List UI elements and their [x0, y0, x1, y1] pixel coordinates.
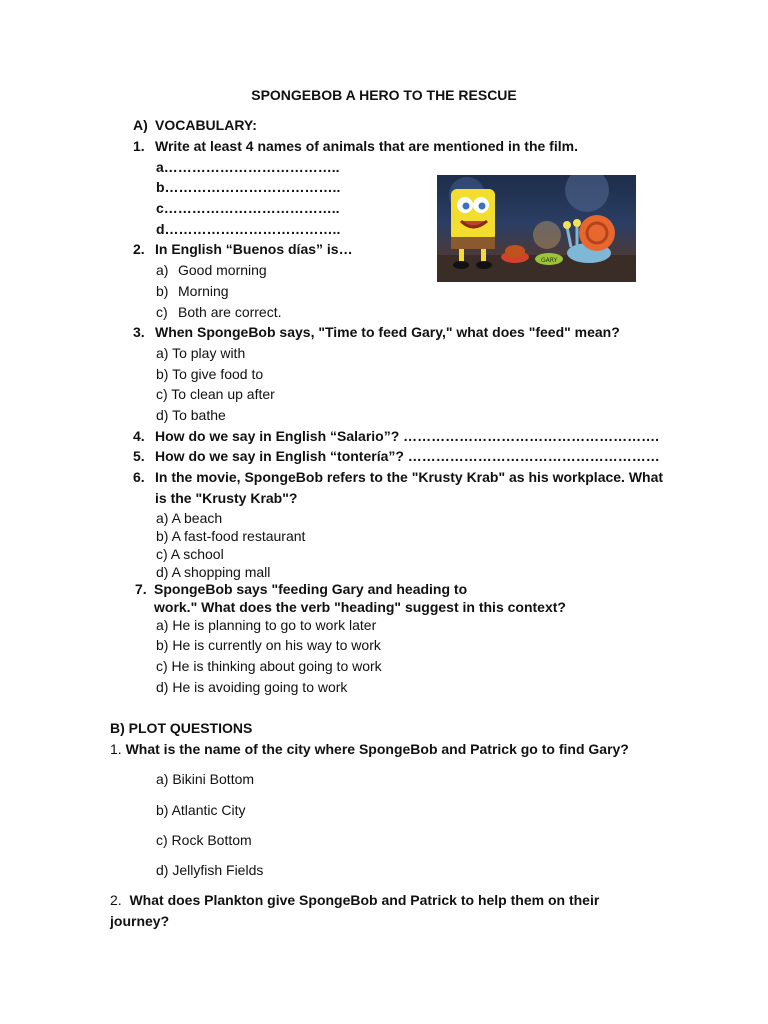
option-c: c) To clean up after: [156, 386, 275, 402]
answer-blank-b: b………………………………..: [156, 179, 341, 195]
option-c: c) A school: [156, 546, 224, 562]
option-text: Good morning: [178, 262, 267, 278]
question-text: What does Plankton give SpongeBob and Patrick to help them on their: [129, 892, 600, 908]
question-text: How do we say in English “Salario”? ……………………………………………….: [155, 428, 660, 444]
gary-shell: [579, 215, 615, 251]
question-number: 2.: [133, 241, 145, 257]
spongebob-shoe: [476, 261, 492, 269]
question-text: When SpongeBob says, "Time to feed Gary," what does "feed" mean?: [155, 324, 620, 340]
question-3: [133, 323, 620, 341]
spongebob-pupil: [479, 203, 486, 210]
option-c: c) Rock Bottom: [156, 832, 252, 848]
answer-blank-a: a………………………………..: [156, 159, 340, 175]
option-b: b) Atlantic City: [156, 802, 246, 818]
question-number: 5.: [133, 448, 145, 464]
section-a-title: VOCABULARY:: [155, 117, 257, 133]
question-number: 7.: [135, 581, 147, 597]
question-text: In English “Buenos días” is…: [155, 241, 353, 257]
option-a: [156, 261, 267, 279]
spongebob-pupil: [463, 203, 470, 210]
question-7: [135, 580, 467, 598]
page-title: SPONGEBOB A HERO TO THE RESCUE: [251, 87, 517, 103]
movie-still-illustration: [437, 175, 636, 282]
option-b: [156, 282, 229, 300]
spongebob-leg: [481, 249, 486, 263]
option-text: Both are correct.: [178, 304, 282, 320]
option-b: b) He is currently on his way to work: [156, 637, 381, 653]
answer-blank-d: d………………………………..: [156, 221, 341, 237]
spongebob-body: [451, 189, 495, 241]
question-number: 1.: [110, 741, 122, 757]
option-letter: c): [156, 304, 168, 320]
option-d: d) Jellyfish Fields: [156, 862, 264, 878]
option-b: b) A fast-food restaurant: [156, 528, 306, 544]
option-c: c) He is thinking about going to work: [156, 658, 382, 674]
section-b-heading: B) PLOT QUESTIONS: [110, 720, 253, 736]
question-text: In the movie, SpongeBob refers to the "Krusty Krab" as his workplace. What: [155, 469, 664, 485]
gary-eye: [563, 221, 571, 229]
option-a: a) A beach: [156, 510, 223, 526]
option-text: Morning: [178, 283, 229, 299]
question-text: SpongeBob says "feeding Gary and heading to: [154, 581, 468, 597]
option-d: d) He is avoiding going to work: [156, 679, 348, 695]
option-letter: a): [156, 262, 169, 278]
plot-question-2-continued: journey?: [110, 913, 170, 929]
plot-question-2: [110, 891, 599, 909]
option-a: a) He is planning to go to work later: [156, 617, 377, 633]
background-glow: [533, 221, 561, 249]
option-d: d) To bathe: [156, 407, 226, 423]
question-number: 6.: [133, 469, 145, 485]
question-6-continued: is the "Krusty Krab"?: [155, 490, 298, 506]
question-5: [133, 447, 660, 465]
background-light: [565, 175, 609, 212]
option-a: a) Bikini Bottom: [156, 771, 255, 787]
option-a: a) To play with: [156, 345, 246, 361]
plot-question-1: [110, 740, 629, 758]
question-number: 4.: [133, 428, 145, 444]
gary-eye: [573, 219, 581, 227]
movie-still-image: [437, 175, 636, 282]
question-number: 2.: [110, 892, 122, 908]
question-text: Write at least 4 names of animals that are mentioned in the film.: [155, 138, 578, 154]
spongebob-leg: [459, 249, 464, 263]
question-number: 1.: [133, 138, 145, 154]
food: [505, 245, 525, 257]
question-7-continued: work." What does the verb "heading" suggest in this context?: [154, 599, 566, 615]
gary-eyestalk: [567, 227, 571, 247]
question-text: How do we say in English “tontería”? ………………………………………………: [155, 448, 660, 464]
section-a-letter: A): [133, 117, 148, 133]
question-4: [133, 427, 659, 445]
question-number: 3.: [133, 324, 145, 340]
question-1: [133, 137, 578, 155]
option-c: [156, 303, 282, 321]
question-6: [133, 468, 663, 486]
option-letter: b): [156, 283, 169, 299]
spongebob-pants: [451, 237, 495, 249]
spongebob-shoe: [453, 261, 469, 269]
answer-blank-c: c………………………………..: [156, 200, 340, 216]
option-d: d) A shopping mall: [156, 564, 271, 580]
option-b: b) To give food to: [156, 366, 264, 382]
gary-bowl-label: GARY: [541, 257, 558, 264]
question-text: What is the name of the city where SpongeBob and Patrick go to find Gary?: [125, 741, 629, 757]
section-a-heading: [133, 116, 257, 134]
question-2: [133, 240, 353, 258]
